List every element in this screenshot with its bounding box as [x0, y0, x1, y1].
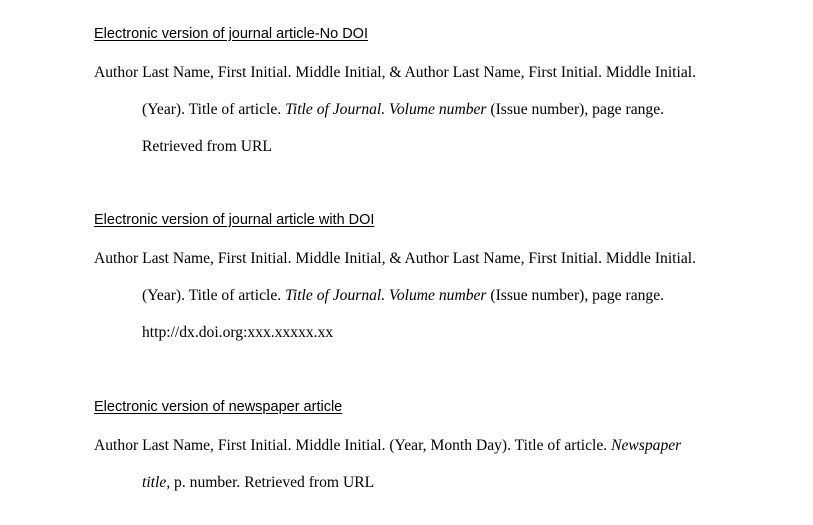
reference-line — [142, 100, 664, 120]
newspaper-title-italic: Newspaper — [611, 437, 682, 454]
reference-text: p. number. Retrieved from URL — [170, 474, 375, 491]
reference-text: Author Last Name, First Initial. Middle Initial. (Year, Month Day). Title of article. — [94, 437, 612, 454]
reference-text: (Year). Title of article. — [142, 287, 286, 304]
reference-line — [94, 436, 681, 456]
reference-text: (Issue number), page range. — [486, 287, 665, 304]
reference-line: Retrieved from URL — [142, 138, 272, 155]
reference-line — [142, 473, 374, 493]
reference-text: (Issue number), page range. — [486, 101, 665, 118]
reference-line: Author Last Name, First Initial. Middle Initial, & Author Last Name, First Initial. Middle Initial. — [94, 250, 697, 267]
section-heading-journal-no-doi: Electronic version of journal article-No DOI — [94, 26, 368, 42]
reference-line: Author Last Name, First Initial. Middle Initial, & Author Last Name, First Initial. Middle Initial. — [94, 64, 697, 81]
section-heading-journal-with-doi: Electronic version of journal article with DOI — [94, 212, 375, 228]
journal-title-italic: Title of Journal. Volume number — [285, 101, 487, 118]
newspaper-title-italic: title, — [142, 474, 171, 491]
reference-text: (Year). Title of article. — [142, 101, 286, 118]
journal-title-italic: Title of Journal. Volume number — [285, 287, 487, 304]
reference-line: http://dx.doi.org:xxx.xxxxx.xx — [142, 324, 334, 341]
section-heading-newspaper: Electronic version of newspaper article — [94, 399, 343, 415]
reference-line — [142, 286, 664, 306]
